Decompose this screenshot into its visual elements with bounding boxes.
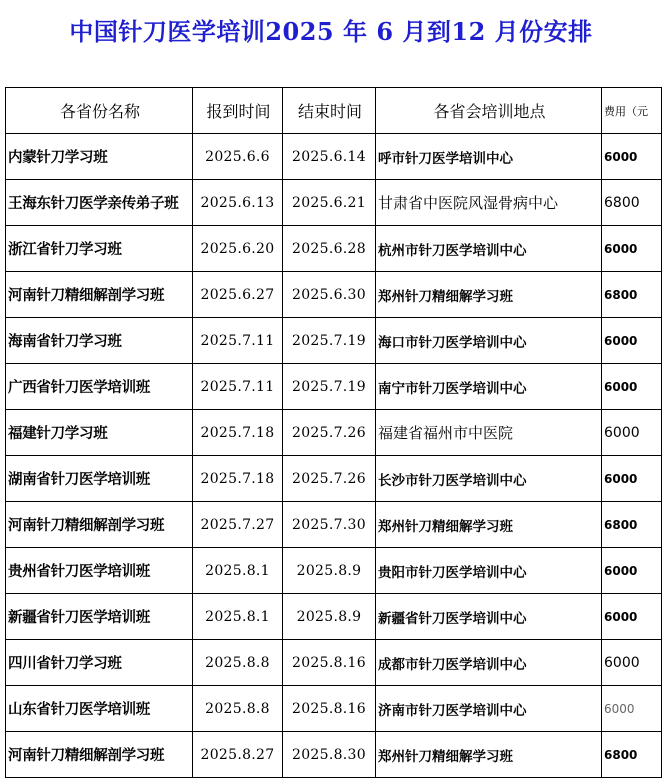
cell-end: 2025.7.26 — [283, 456, 376, 502]
cell-fee: 6000 — [602, 594, 662, 640]
table-row — [6, 548, 662, 594]
cell-end: 2025.7.30 — [283, 502, 376, 548]
cell-end: 2025.8.16 — [283, 640, 376, 686]
cell-fee: 6000 — [602, 640, 662, 686]
cell-checkin: 2025.8.1 — [193, 548, 283, 594]
cell-province: 浙江省针刀学习班 — [6, 226, 193, 272]
cell-province: 河南针刀精细解剖学习班 — [6, 272, 193, 318]
header-end: 结束时间 — [283, 88, 376, 134]
cell-province: 王海东针刀医学亲传弟子班 — [6, 180, 193, 226]
cell-checkin: 2025.6.27 — [193, 272, 283, 318]
cell-checkin: 2025.7.18 — [193, 456, 283, 502]
cell-checkin: 2025.8.8 — [193, 640, 283, 686]
cell-checkin: 2025.7.18 — [193, 410, 283, 456]
cell-checkin: 2025.8.1 — [193, 594, 283, 640]
cell-province: 广西省针刀医学培训班 — [6, 364, 193, 410]
cell-end: 2025.8.16 — [283, 686, 376, 732]
cell-location: 郑州针刀精细解学习班 — [376, 732, 602, 778]
cell-location: 成都市针刀医学培训中心 — [376, 640, 602, 686]
cell-end: 2025.8.9 — [283, 594, 376, 640]
table-row — [6, 272, 662, 318]
cell-province: 贵州省针刀医学培训班 — [6, 548, 193, 594]
cell-province: 湖南省针刀医学培训班 — [6, 456, 193, 502]
header-province: 各省份名称 — [6, 88, 193, 134]
schedule-table — [5, 87, 662, 778]
table-row — [6, 594, 662, 640]
header-location: 各省会培训地点 — [376, 88, 602, 134]
cell-location: 海口市针刀医学培训中心 — [376, 318, 602, 364]
cell-end: 2025.6.14 — [283, 134, 376, 180]
cell-location: 济南市针刀医学培训中心 — [376, 686, 602, 732]
cell-location: 长沙市针刀医学培训中心 — [376, 456, 602, 502]
header-fee: 费用（元 — [602, 88, 662, 134]
cell-province: 四川省针刀学习班 — [6, 640, 193, 686]
cell-end: 2025.7.19 — [283, 364, 376, 410]
cell-checkin: 2025.6.20 — [193, 226, 283, 272]
cell-checkin: 2025.7.27 — [193, 502, 283, 548]
cell-location: 南宁市针刀医学培训中心 — [376, 364, 602, 410]
cell-fee: 6000 — [602, 456, 662, 502]
cell-fee: 6000 — [602, 686, 662, 732]
cell-checkin: 2025.7.11 — [193, 364, 283, 410]
table-row — [6, 410, 662, 456]
cell-location: 杭州市针刀医学培训中心 — [376, 226, 602, 272]
header-checkin: 报到时间 — [193, 88, 283, 134]
table-row — [6, 318, 662, 364]
cell-province: 福建针刀学习班 — [6, 410, 193, 456]
cell-fee: 6000 — [602, 548, 662, 594]
cell-end: 2025.8.30 — [283, 732, 376, 778]
cell-location: 郑州针刀精细解学习班 — [376, 502, 602, 548]
cell-fee: 6000 — [602, 226, 662, 272]
cell-fee: 6800 — [602, 272, 662, 318]
page-title: 中国针刀医学培训2025 年 6 月到12 月份安排 — [69, 17, 593, 46]
cell-province: 内蒙针刀学习班 — [6, 134, 193, 180]
cell-fee: 6000 — [602, 134, 662, 180]
cell-end: 2025.7.26 — [283, 410, 376, 456]
cell-end: 2025.6.21 — [283, 180, 376, 226]
cell-location: 郑州针刀精细解学习班 — [376, 272, 602, 318]
table-row — [6, 502, 662, 548]
cell-province: 河南针刀精细解剖学习班 — [6, 502, 193, 548]
cell-end: 2025.6.30 — [283, 272, 376, 318]
cell-end: 2025.7.19 — [283, 318, 376, 364]
cell-end: 2025.6.28 — [283, 226, 376, 272]
cell-province: 新疆省针刀医学培训班 — [6, 594, 193, 640]
table-row — [6, 134, 662, 180]
cell-location: 贵阳市针刀医学培训中心 — [376, 548, 602, 594]
cell-fee: 6800 — [602, 180, 662, 226]
table-row — [6, 226, 662, 272]
table-row — [6, 180, 662, 226]
cell-location: 福建省福州市中医院 — [376, 410, 602, 456]
table-row — [6, 686, 662, 732]
cell-location: 新疆省针刀医学培训中心 — [376, 594, 602, 640]
table-row — [6, 456, 662, 502]
cell-location: 甘肃省中医院风湿骨病中心 — [376, 180, 602, 226]
cell-checkin: 2025.6.6 — [193, 134, 283, 180]
table-header-row — [6, 88, 662, 134]
cell-province: 海南省针刀学习班 — [6, 318, 193, 364]
cell-fee: 6000 — [602, 318, 662, 364]
cell-checkin: 2025.7.11 — [193, 318, 283, 364]
cell-checkin: 2025.8.8 — [193, 686, 283, 732]
table-row — [6, 732, 662, 778]
cell-checkin: 2025.8.27 — [193, 732, 283, 778]
cell-fee: 6800 — [602, 502, 662, 548]
table-row — [6, 640, 662, 686]
cell-province: 河南针刀精细解剖学习班 — [6, 732, 193, 778]
cell-fee: 6000 — [602, 410, 662, 456]
cell-end: 2025.8.9 — [283, 548, 376, 594]
cell-province: 山东省针刀医学培训班 — [6, 686, 193, 732]
cell-fee: 6000 — [602, 364, 662, 410]
cell-checkin: 2025.6.13 — [193, 180, 283, 226]
cell-fee: 6800 — [602, 732, 662, 778]
table-row — [6, 364, 662, 410]
cell-location: 呼市针刀医学培训中心 — [376, 134, 602, 180]
